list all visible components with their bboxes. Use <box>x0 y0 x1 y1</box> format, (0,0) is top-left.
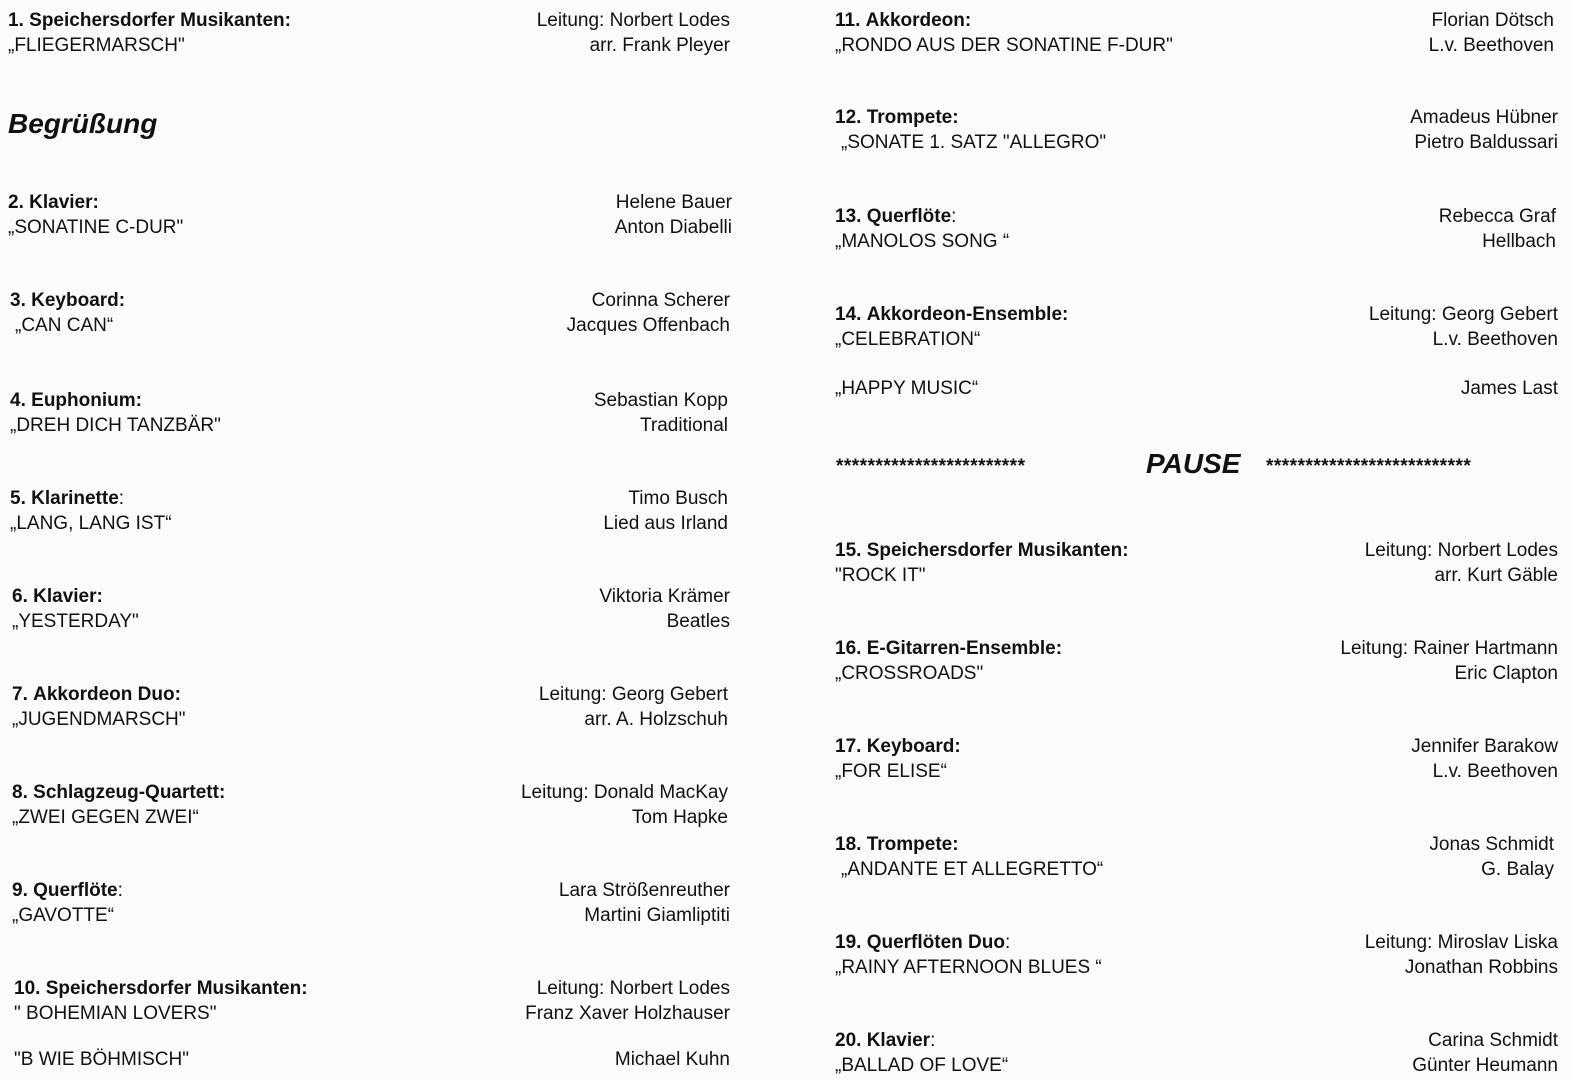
item-instrument: Keyboard <box>31 290 119 311</box>
item-performer: Leitung: Miroslav Liska <box>1364 932 1558 953</box>
item-composer: Jacques Offenbach <box>566 315 730 336</box>
item-instrument: E-Gitarren-Ensemble <box>866 638 1056 659</box>
pause-stars-left: ************************ <box>836 456 1026 477</box>
item-instrument: Akkordeon-Ensemble <box>866 304 1063 325</box>
item-colon: : <box>118 488 125 509</box>
item-number: 13. <box>835 206 862 227</box>
item-number: 14. <box>835 304 862 325</box>
item-number: 8. <box>12 782 28 803</box>
item-performer: Leitung: Norbert Lodes <box>536 10 730 31</box>
item-colon: : <box>301 978 308 999</box>
item-number: 5. <box>10 488 26 509</box>
item-performer: Viktoria Krämer <box>599 586 730 607</box>
item-colon: : <box>284 10 291 31</box>
item-performer: Jonas Schmidt <box>1429 834 1554 855</box>
item-instrument: Querflöte <box>866 206 952 227</box>
item-number: 3. <box>10 290 26 311</box>
item-instrument: Schlagzeug-Quartett <box>33 782 219 803</box>
item-piece: „CROSSROADS" <box>835 663 984 684</box>
item-instrument: Klavier <box>29 192 93 213</box>
item-composer: Martini Giamliptiti <box>584 905 730 926</box>
item-instrument: Querflöten Duo <box>866 932 1005 953</box>
item-composer: L.v. Beethoven <box>1432 329 1558 350</box>
item-number: 1. <box>8 10 24 31</box>
item-piece: „FOR ELISE“ <box>835 761 947 782</box>
item-performer: Helene Bauer <box>615 192 732 213</box>
item-number: 2. <box>8 192 24 213</box>
item-colon: : <box>1055 638 1063 659</box>
item-composer: Günter Heumann <box>1412 1055 1558 1076</box>
item-colon: : <box>174 684 181 705</box>
item-piece: „RAINY AFTERNOON BLUES “ <box>835 957 1102 978</box>
item-piece: „BALLAD OF LOVE“ <box>835 1055 1009 1076</box>
item-composer: Beatles <box>666 611 730 632</box>
item-composer: Lied aus Irland <box>603 513 728 534</box>
item-colon: : <box>92 192 99 213</box>
item-instrument: Trompete <box>866 834 953 855</box>
item-performer: Leitung: Georg Gebert <box>538 684 728 705</box>
item-composer: Traditional <box>639 415 728 436</box>
item-instrument: Trompete <box>866 107 953 128</box>
item-instrument: Speichersdorfer Musikanten <box>866 540 1123 561</box>
item-piece: „SONATINE C-DUR" <box>8 217 184 238</box>
item-performer: Jennifer Barakow <box>1411 736 1558 757</box>
item-performer: Lara Strößenreuther <box>558 880 730 901</box>
item-number: 7. <box>12 684 28 705</box>
item-instrument: Klavier <box>866 1030 931 1051</box>
item-performer: Leitung: Norbert Lodes <box>536 978 730 999</box>
item-colon: : <box>1004 932 1011 953</box>
item-colon: : <box>954 736 961 757</box>
item-number: 9. <box>12 880 28 901</box>
item-performer: Florian Dötsch <box>1431 10 1554 31</box>
item-composer: Anton Diabelli <box>614 217 732 238</box>
item-performer: Leitung: Norbert Lodes <box>1364 540 1558 561</box>
item-colon: : <box>952 834 959 855</box>
item-number: 6. <box>12 586 28 607</box>
item-number: 10. <box>14 978 41 999</box>
item-composer: Michael Kuhn <box>614 1049 730 1070</box>
item-composer: G. Balay <box>1481 859 1554 880</box>
item-piece: „HAPPY MUSIC“ <box>835 378 979 399</box>
item-instrument: Akkordeon Duo <box>33 684 175 705</box>
item-number: 20. <box>835 1030 862 1051</box>
item-colon: : <box>1062 304 1069 325</box>
right-page <box>820 0 1572 1080</box>
item-colon: : <box>930 1030 936 1051</box>
item-composer: arr. Frank Pleyer <box>589 35 730 56</box>
item-colon: : <box>117 880 123 901</box>
item-piece: "ROCK IT" <box>835 565 926 586</box>
item-number: 16. <box>835 638 862 659</box>
item-piece: „SONATE 1. SATZ "ALLEGRO" <box>841 132 1107 153</box>
item-number: 11. <box>835 10 861 31</box>
item-performer: Leitung: Georg Gebert <box>1368 304 1558 325</box>
item-piece: „YESTERDAY" <box>12 611 139 632</box>
item-performer: Sebastian Kopp <box>593 390 728 411</box>
item-composer: arr. A. Holzschuh <box>584 709 728 730</box>
item-piece: „RONDO AUS DER SONATINE F-DUR" <box>835 35 1173 56</box>
item-piece: „ANDANTE ET ALLEGRETTO“ <box>841 859 1104 880</box>
item-piece: „LANG, LANG IST“ <box>10 513 172 534</box>
item-composer: Jonathan Robbins <box>1404 957 1558 978</box>
item-instrument: Speichersdorfer Musikanten <box>29 10 285 31</box>
item-composer: Hellbach <box>1482 231 1556 252</box>
item-colon: : <box>218 782 226 803</box>
pause-divider <box>836 448 1558 484</box>
item-instrument: Speichersdorfer Musikanten <box>45 978 302 999</box>
item-colon: : <box>118 290 126 311</box>
item-number: 18. <box>835 834 862 855</box>
greeting-heading: Begrüßung <box>8 108 158 139</box>
item-piece: „CAN CAN“ <box>15 315 114 336</box>
pause-heading: PAUSE <box>1146 448 1241 479</box>
left-page <box>0 0 760 1080</box>
item-number: 17. <box>835 736 862 757</box>
item-number: 19. <box>835 932 862 953</box>
item-performer: Amadeus Hübner <box>1410 107 1558 128</box>
item-composer: James Last <box>1460 378 1558 399</box>
item-performer: Leitung: Donald MacKay <box>520 782 728 803</box>
item-composer: arr. Kurt Gäble <box>1434 565 1558 586</box>
item-colon: : <box>96 586 103 607</box>
item-composer: Eric Clapton <box>1454 663 1558 684</box>
item-performer: Rebecca Graf <box>1438 206 1556 227</box>
item-composer: Tom Hapke <box>631 807 728 828</box>
item-performer: Carina Schmidt <box>1428 1030 1558 1051</box>
item-instrument: Klavier <box>33 586 97 607</box>
item-piece: „CELEBRATION“ <box>835 329 981 350</box>
item-piece: „JUGENDMARSCH" <box>12 709 186 730</box>
item-piece: „DREH DICH TANZBÄR" <box>10 415 221 436</box>
item-composer: Pietro Baldussari <box>1414 132 1558 153</box>
item-performer: Timo Busch <box>628 488 728 509</box>
item-instrument: Euphonium <box>31 390 136 411</box>
item-piece: „FLIEGERMARSCH" <box>8 35 185 56</box>
item-piece: " BOHEMIAN LOVERS" <box>14 1003 217 1024</box>
item-instrument: Akkordeon <box>865 10 965 31</box>
item-colon: : <box>964 10 972 31</box>
item-instrument: Querflöte <box>33 880 118 901</box>
item-instrument: Keyboard <box>866 736 955 757</box>
item-colon: : <box>951 206 957 227</box>
item-piece: "B WIE BÖHMISCH" <box>14 1049 189 1070</box>
item-piece: „ZWEI GEGEN ZWEI“ <box>12 807 199 828</box>
item-composer: Franz Xaver Holzhauser <box>525 1003 730 1024</box>
item-colon: : <box>135 390 142 411</box>
item-colon: : <box>952 107 959 128</box>
item-colon: : <box>1122 540 1129 561</box>
item-piece: „GAVOTTE“ <box>12 905 115 926</box>
pause-stars-right: ************************** <box>1266 456 1472 477</box>
item-performer: Leitung: Rainer Hartmann <box>1340 638 1558 659</box>
item-composer: L.v. Beethoven <box>1428 35 1554 56</box>
item-number: 4. <box>10 390 26 411</box>
item-piece: „MANOLOS SONG “ <box>835 231 1010 252</box>
item-instrument: Klarinette <box>31 488 119 509</box>
item-composer: L.v. Beethoven <box>1432 761 1558 782</box>
item-number: 15. <box>835 540 862 561</box>
item-number: 12. <box>835 107 862 128</box>
item-performer: Corinna Scherer <box>591 290 730 311</box>
